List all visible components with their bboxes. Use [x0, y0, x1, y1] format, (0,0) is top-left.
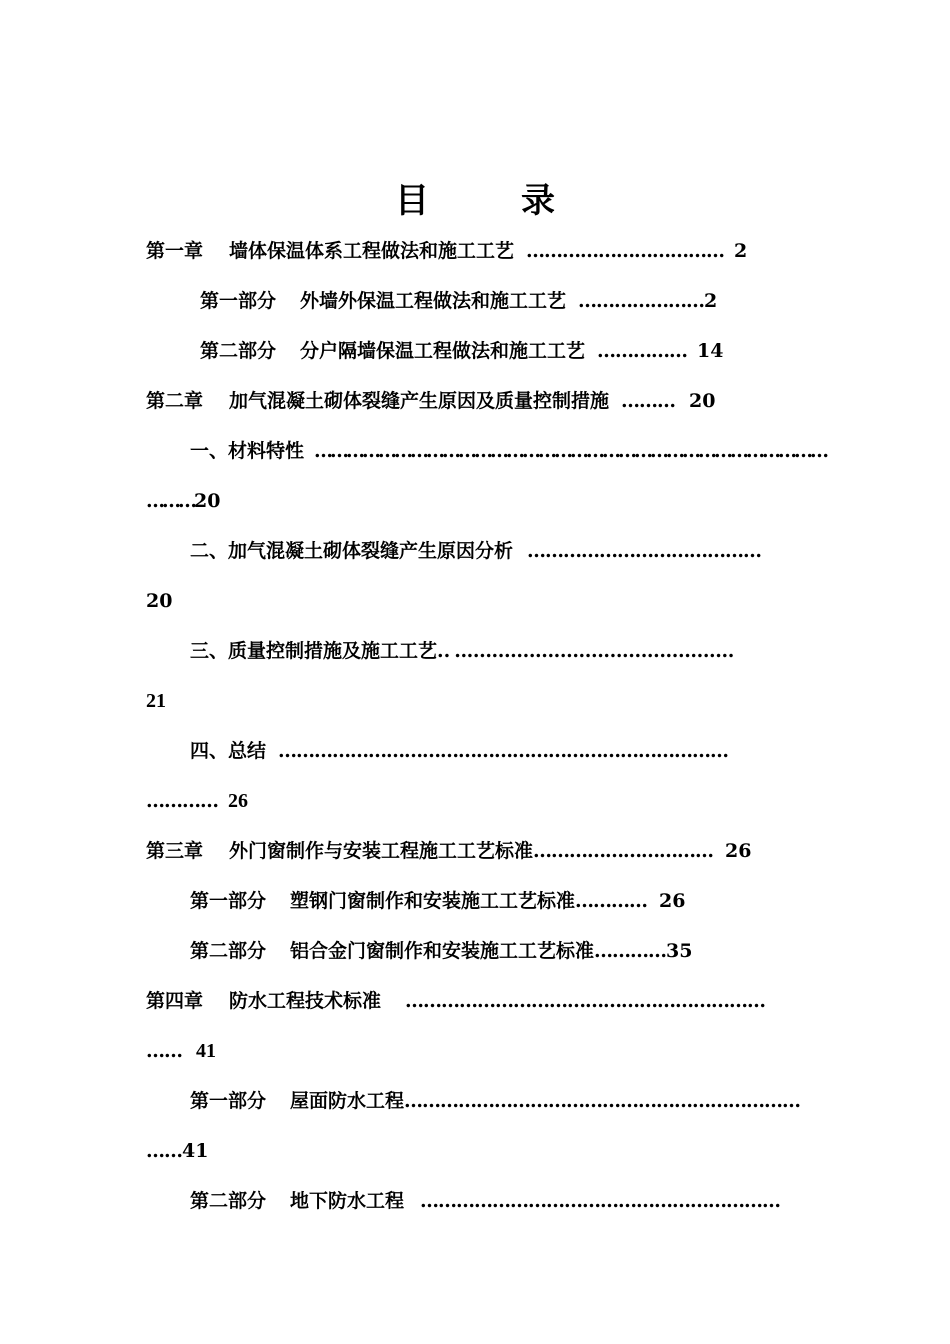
- toc-label: 第三章: [146, 840, 204, 862]
- toc-leader: …………………………………………………………: [404, 1090, 801, 1112]
- toc-entry-ch2-section3[interactable]: [190, 636, 734, 666]
- toc-label: 第一部分: [190, 1090, 267, 1112]
- toc-entry-ch2-section1-cont[interactable]: [146, 486, 220, 516]
- toc-label: 第二部分: [200, 340, 277, 362]
- toc-title: 防水工程技术标准: [229, 990, 382, 1012]
- title-part-1: 目: [395, 181, 429, 221]
- toc-title: 一、材料特性: [190, 440, 305, 462]
- toc-entry-ch1-part2[interactable]: [200, 336, 723, 366]
- toc-page: 26: [228, 790, 248, 812]
- toc-page: 20: [689, 390, 716, 412]
- toc-page: 26: [659, 890, 686, 912]
- toc-title: 三、质量控制措施及施工工艺: [190, 640, 438, 662]
- toc-page: 20: [194, 490, 221, 512]
- toc-leader: …………: [594, 940, 667, 962]
- toc-leader: ………: [146, 490, 194, 512]
- toc-leader: ……………………………………………………: [405, 990, 766, 1012]
- toc-leader: …………………………………: [527, 540, 762, 562]
- toc-page: 21: [146, 690, 166, 712]
- toc-leader: ……………: [597, 340, 688, 362]
- toc-page: 20: [146, 590, 173, 612]
- toc-entry-ch1-part1[interactable]: [200, 286, 717, 316]
- toc-entry-ch4-cont[interactable]: [146, 1036, 216, 1066]
- toc-entry-ch2-section4-cont[interactable]: [146, 786, 248, 816]
- toc-label: 第二部分: [190, 940, 267, 962]
- toc-page: 2: [704, 290, 718, 312]
- toc-leader: ……………………………: [526, 240, 725, 262]
- toc-title: 四、总结: [190, 740, 267, 762]
- toc-title: 外墙外保温工程做法和施工工艺: [300, 290, 567, 312]
- toc-leader: .............................................: [454, 640, 734, 662]
- toc-page: 26: [725, 840, 752, 862]
- toc-title: 塑钢门窗制作和安装施工工艺标准: [290, 890, 576, 912]
- toc-title: 墙体保温体系工程做法和施工工艺: [229, 240, 515, 262]
- toc-leader: ……………………………………………………: [420, 1190, 781, 1212]
- toc-label: 第二章: [146, 390, 204, 412]
- toc-entry-ch3-part1[interactable]: [190, 886, 685, 916]
- toc-title: 铝合金门窗制作和安装施工工艺标准: [290, 940, 595, 962]
- toc-leader: …………: [146, 790, 218, 812]
- toc-leader: ……………………………………………………………………………………: [314, 440, 827, 462]
- toc-title: 加气混凝土砌体裂缝产生原因及质量控制措施: [229, 390, 610, 412]
- toc-entry-ch2-section4[interactable]: [190, 736, 728, 766]
- toc-leader: …………: [575, 890, 648, 912]
- toc-entry-ch4[interactable]: [146, 986, 765, 1016]
- toc-leader: …………………: [578, 290, 705, 312]
- toc-title: 地下防水工程: [290, 1190, 405, 1212]
- toc-label: 第一部分: [200, 290, 277, 312]
- toc-entry-ch3-part2[interactable]: [190, 936, 692, 966]
- toc-entry-ch1[interactable]: [146, 236, 747, 266]
- toc-title: 分户隔墙保温工程做法和施工工艺: [300, 340, 586, 362]
- toc-entry-ch4-part2[interactable]: [190, 1186, 780, 1216]
- toc-label: 第一章: [146, 240, 204, 262]
- toc-title: 二、加气混凝土砌体裂缝产生原因分析: [190, 540, 514, 562]
- toc-label: 第二部分: [190, 1190, 267, 1212]
- toc-leader: ..: [437, 640, 451, 662]
- title-part-2: 录: [521, 181, 555, 221]
- toc-label: 第一部分: [190, 890, 267, 912]
- toc-entry-ch2-section1[interactable]: [190, 436, 826, 466]
- toc-entry-ch4-part1-cont[interactable]: [146, 1136, 208, 1166]
- toc-leader: ……: [146, 1040, 182, 1062]
- toc-entry-ch2[interactable]: [146, 386, 715, 416]
- toc-entry-ch2-section3-cont[interactable]: [146, 686, 166, 716]
- page-title: [0, 176, 950, 226]
- toc-entry-ch2-section2-cont[interactable]: [146, 586, 172, 616]
- toc-page: 2: [734, 240, 748, 262]
- toc-page: 41: [182, 1140, 209, 1162]
- toc-label: 第四章: [146, 990, 204, 1012]
- toc-entry-ch2-section2[interactable]: [190, 536, 761, 566]
- toc-entry-ch4-part1[interactable]: [190, 1086, 800, 1116]
- toc-title: 屋面防水工程: [290, 1090, 405, 1112]
- toc-page: 41: [196, 1040, 216, 1062]
- toc-entry-ch3[interactable]: [146, 836, 751, 866]
- toc-page: 14: [697, 340, 724, 362]
- toc-page: 35: [666, 940, 693, 962]
- toc-leader: …………………………: [533, 840, 714, 862]
- toc-leader: ………: [621, 390, 676, 412]
- toc-leader: …………………………………………………………………: [278, 740, 729, 762]
- toc-leader: ……: [146, 1140, 182, 1162]
- toc-title: 外门窗制作与安装工程施工工艺标准: [229, 840, 534, 862]
